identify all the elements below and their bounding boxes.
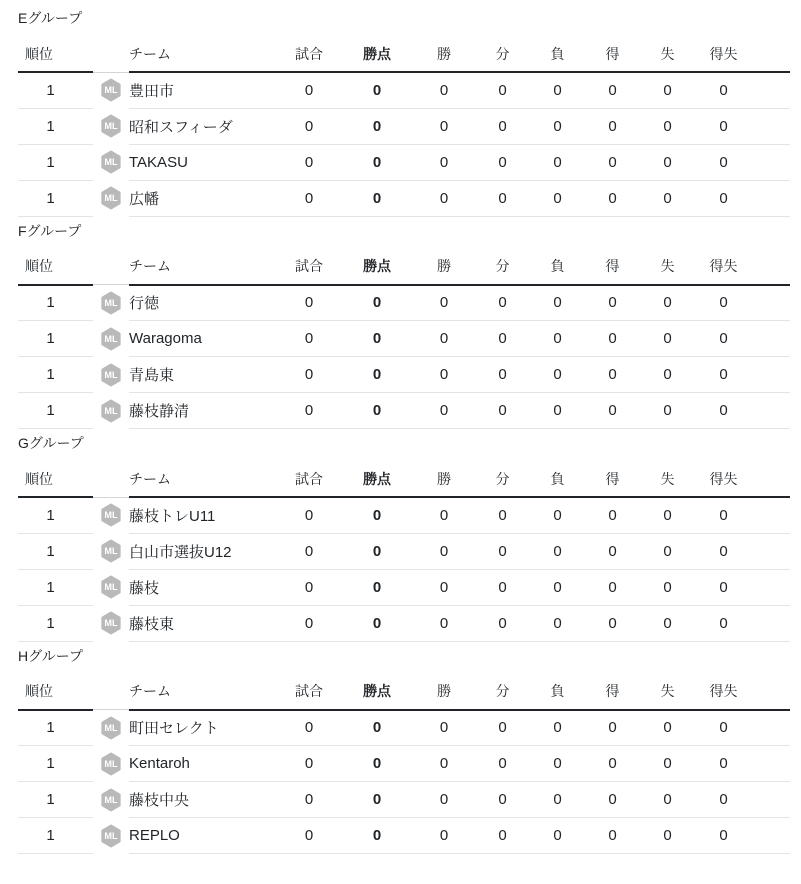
rank-cell: 1 (18, 818, 93, 854)
loss-cell: 0 (530, 569, 585, 605)
goals-against-cell: 0 (640, 746, 695, 782)
col-header-goals-for: 得 (585, 249, 640, 285)
header-row (18, 36, 790, 72)
rank-cell: 1 (18, 108, 93, 144)
team-logo-icon (100, 788, 122, 812)
goals-for-cell: 0 (585, 533, 640, 569)
draw-cell: 0 (475, 605, 530, 641)
goals-against-cell: 0 (640, 357, 695, 393)
goals-against-cell: 0 (640, 782, 695, 818)
loss-cell: 0 (530, 393, 585, 429)
table-row (18, 108, 790, 144)
points-cell: 0 (341, 533, 413, 569)
col-header-rank: 順位 (18, 674, 93, 710)
team-name: 藤枝 (129, 569, 277, 605)
goal-diff-cell: 0 (695, 746, 790, 782)
win-cell: 0 (413, 108, 475, 144)
win-cell: 0 (413, 393, 475, 429)
goals-for-cell: 0 (585, 72, 640, 108)
team-logo-letters: ML (104, 333, 118, 344)
team-logo-letters: ML (104, 193, 118, 204)
group-section-f (18, 221, 790, 430)
draw-cell: 0 (475, 393, 530, 429)
team-logo-letters: ML (104, 121, 118, 132)
team-name: 藤枝中央 (129, 782, 277, 818)
rank-cell: 1 (18, 569, 93, 605)
team-name: 青島東 (129, 357, 277, 393)
team-name: TAKASU (129, 144, 277, 180)
draw-cell: 0 (475, 710, 530, 746)
draw-cell: 0 (475, 569, 530, 605)
win-cell: 0 (413, 497, 475, 533)
team-logo-letters: ML (104, 157, 118, 168)
win-cell: 0 (413, 818, 475, 854)
team-logo-letters: ML (104, 405, 118, 416)
goals-for-cell: 0 (585, 818, 640, 854)
col-header-team: チーム (129, 461, 277, 497)
team-logo-cell (93, 321, 129, 357)
points-cell: 0 (341, 393, 413, 429)
col-header-goals-against: 失 (640, 36, 695, 72)
loss-cell: 0 (530, 108, 585, 144)
goals-for-cell: 0 (585, 710, 640, 746)
draw-cell: 0 (475, 746, 530, 782)
played-cell: 0 (277, 357, 341, 393)
goal-diff-cell: 0 (695, 605, 790, 641)
points-cell: 0 (341, 72, 413, 108)
win-cell: 0 (413, 710, 475, 746)
table-row (18, 782, 790, 818)
team-logo-letters: ML (104, 297, 118, 308)
goal-diff-cell: 0 (695, 818, 790, 854)
points-cell: 0 (341, 497, 413, 533)
points-cell: 0 (341, 357, 413, 393)
draw-cell: 0 (475, 180, 530, 216)
col-header-loss: 負 (530, 249, 585, 285)
team-logo-cell (93, 605, 129, 641)
team-logo-cell (93, 285, 129, 321)
win-cell: 0 (413, 746, 475, 782)
goal-diff-cell: 0 (695, 497, 790, 533)
rank-cell: 1 (18, 746, 93, 782)
win-cell: 0 (413, 321, 475, 357)
win-cell: 0 (413, 605, 475, 641)
table-row (18, 569, 790, 605)
draw-cell: 0 (475, 357, 530, 393)
team-name: 藤枝トレU11 (129, 497, 277, 533)
team-name: 行徳 (129, 285, 277, 321)
played-cell: 0 (277, 393, 341, 429)
win-cell: 0 (413, 569, 475, 605)
goals-for-cell: 0 (585, 144, 640, 180)
col-header-team: チーム (129, 249, 277, 285)
points-cell: 0 (341, 710, 413, 746)
points-cell: 0 (341, 569, 413, 605)
points-cell: 0 (341, 746, 413, 782)
rank-cell: 1 (18, 393, 93, 429)
col-header-goal-diff: 得失 (695, 36, 790, 72)
points-cell: 0 (341, 108, 413, 144)
goals-against-cell: 0 (640, 569, 695, 605)
col-header-draw: 分 (475, 461, 530, 497)
goals-for-cell: 0 (585, 605, 640, 641)
table-row (18, 818, 790, 854)
group-title: Gグループ (18, 435, 84, 451)
goals-against-cell: 0 (640, 180, 695, 216)
team-logo-cell (93, 108, 129, 144)
team-logo-icon (100, 78, 122, 102)
goals-against-cell: 0 (640, 710, 695, 746)
group-section-e (18, 8, 790, 217)
rank-cell: 1 (18, 533, 93, 569)
loss-cell: 0 (530, 710, 585, 746)
rank-cell: 1 (18, 321, 93, 357)
team-logo-cell (93, 357, 129, 393)
team-logo-icon (100, 327, 122, 351)
team-logo-icon (100, 186, 122, 210)
table-row (18, 605, 790, 641)
loss-cell: 0 (530, 180, 585, 216)
win-cell: 0 (413, 180, 475, 216)
team-logo-cell (93, 497, 129, 533)
col-header-win: 勝 (413, 674, 475, 710)
team-logo-letters: ML (104, 830, 118, 841)
col-header-draw: 分 (475, 674, 530, 710)
team-logo-cell (93, 818, 129, 854)
team-name: 昭和スフィーダ (129, 108, 277, 144)
team-name: 白山市選抜U12 (129, 533, 277, 569)
team-logo-icon (100, 114, 122, 138)
col-header-played: 試合 (277, 674, 341, 710)
goal-diff-cell: 0 (695, 285, 790, 321)
group-title: Eグループ (18, 10, 83, 26)
group-title: Fグループ (18, 222, 82, 239)
played-cell: 0 (277, 497, 341, 533)
team-logo-letters: ML (104, 758, 118, 769)
played-cell: 0 (277, 72, 341, 108)
loss-cell: 0 (530, 533, 585, 569)
table-row (18, 746, 790, 782)
header-row (18, 249, 790, 285)
group-section-g (18, 433, 790, 642)
played-cell: 0 (277, 144, 341, 180)
group-section-h (18, 646, 790, 855)
col-header-goals-for: 得 (585, 674, 640, 710)
played-cell: 0 (277, 180, 341, 216)
col-header-logo (93, 674, 129, 710)
goals-against-cell: 0 (640, 533, 695, 569)
team-logo-icon (100, 716, 122, 740)
team-name: Waragoma (129, 321, 277, 357)
team-logo-letters: ML (104, 582, 118, 593)
standings-table (18, 36, 790, 217)
goal-diff-cell: 0 (695, 72, 790, 108)
team-logo-icon (100, 363, 122, 387)
group-title: Hグループ (18, 647, 83, 664)
team-logo-letters: ML (104, 85, 118, 96)
standings-table (18, 249, 790, 430)
loss-cell: 0 (530, 321, 585, 357)
team-logo-cell (93, 746, 129, 782)
team-logo-letters: ML (104, 510, 118, 521)
win-cell: 0 (413, 72, 475, 108)
col-header-goals-against: 失 (640, 249, 695, 285)
draw-cell: 0 (475, 72, 530, 108)
standings-page (18, 8, 790, 854)
win-cell: 0 (413, 144, 475, 180)
header-row (18, 461, 790, 497)
goals-against-cell: 0 (640, 321, 695, 357)
goals-against-cell: 0 (640, 393, 695, 429)
col-header-points: 勝点 (341, 36, 413, 72)
col-header-win: 勝 (413, 249, 475, 285)
team-logo-icon (100, 503, 122, 527)
team-logo-icon (100, 150, 122, 174)
team-logo-letters: ML (104, 618, 118, 629)
win-cell: 0 (413, 533, 475, 569)
win-cell: 0 (413, 782, 475, 818)
points-cell: 0 (341, 818, 413, 854)
col-header-rank: 順位 (18, 249, 93, 285)
goals-against-cell: 0 (640, 605, 695, 641)
team-name: 豊田市 (129, 72, 277, 108)
team-logo-cell (93, 393, 129, 429)
played-cell: 0 (277, 569, 341, 605)
goal-diff-cell: 0 (695, 569, 790, 605)
rank-cell: 1 (18, 605, 93, 641)
goal-diff-cell: 0 (695, 357, 790, 393)
table-row (18, 321, 790, 357)
team-name: REPLO (129, 818, 277, 854)
loss-cell: 0 (530, 72, 585, 108)
col-header-goals-against: 失 (640, 461, 695, 497)
header-row (18, 674, 790, 710)
col-header-loss: 負 (530, 461, 585, 497)
goals-for-cell: 0 (585, 782, 640, 818)
win-cell: 0 (413, 357, 475, 393)
team-name: Kentaroh (129, 746, 277, 782)
draw-cell: 0 (475, 818, 530, 854)
table-row (18, 144, 790, 180)
col-header-loss: 負 (530, 36, 585, 72)
table-row (18, 180, 790, 216)
goal-diff-cell: 0 (695, 180, 790, 216)
played-cell: 0 (277, 108, 341, 144)
table-row (18, 533, 790, 569)
col-header-points: 勝点 (341, 249, 413, 285)
team-logo-cell (93, 569, 129, 605)
draw-cell: 0 (475, 782, 530, 818)
col-header-draw: 分 (475, 36, 530, 72)
team-name: 広幡 (129, 180, 277, 216)
rank-cell: 1 (18, 782, 93, 818)
goals-against-cell: 0 (640, 144, 695, 180)
played-cell: 0 (277, 782, 341, 818)
goals-for-cell: 0 (585, 393, 640, 429)
team-logo-letters: ML (104, 722, 118, 733)
goal-diff-cell: 0 (695, 321, 790, 357)
goal-diff-cell: 0 (695, 710, 790, 746)
goals-against-cell: 0 (640, 72, 695, 108)
team-logo-letters: ML (104, 369, 118, 380)
played-cell: 0 (277, 533, 341, 569)
standings-table (18, 674, 790, 855)
col-header-draw: 分 (475, 249, 530, 285)
draw-cell: 0 (475, 321, 530, 357)
loss-cell: 0 (530, 605, 585, 641)
points-cell: 0 (341, 285, 413, 321)
loss-cell: 0 (530, 144, 585, 180)
team-logo-icon (100, 539, 122, 563)
rank-cell: 1 (18, 180, 93, 216)
goals-against-cell: 0 (640, 497, 695, 533)
table-row (18, 393, 790, 429)
rank-cell: 1 (18, 710, 93, 746)
rank-cell: 1 (18, 357, 93, 393)
team-name: 町田セレクト (129, 710, 277, 746)
col-header-team: チーム (129, 674, 277, 710)
goal-diff-cell: 0 (695, 782, 790, 818)
team-logo-cell (93, 72, 129, 108)
played-cell: 0 (277, 746, 341, 782)
goal-diff-cell: 0 (695, 144, 790, 180)
team-name: 藤枝静清 (129, 393, 277, 429)
rank-cell: 1 (18, 285, 93, 321)
col-header-win: 勝 (413, 36, 475, 72)
goals-for-cell: 0 (585, 108, 640, 144)
team-logo-icon (100, 824, 122, 848)
goals-against-cell: 0 (640, 285, 695, 321)
goal-diff-cell: 0 (695, 108, 790, 144)
col-header-logo (93, 36, 129, 72)
team-logo-letters: ML (104, 794, 118, 805)
col-header-goals-for: 得 (585, 461, 640, 497)
team-logo-cell (93, 180, 129, 216)
team-logo-icon (100, 291, 122, 315)
goals-for-cell: 0 (585, 746, 640, 782)
col-header-rank: 順位 (18, 36, 93, 72)
points-cell: 0 (341, 782, 413, 818)
standings-table (18, 461, 790, 642)
col-header-played: 試合 (277, 461, 341, 497)
rank-cell: 1 (18, 72, 93, 108)
rank-cell: 1 (18, 144, 93, 180)
loss-cell: 0 (530, 357, 585, 393)
goals-against-cell: 0 (640, 818, 695, 854)
col-header-played: 試合 (277, 36, 341, 72)
draw-cell: 0 (475, 108, 530, 144)
table-row (18, 357, 790, 393)
table-row (18, 710, 790, 746)
team-logo-cell (93, 710, 129, 746)
goals-against-cell: 0 (640, 108, 695, 144)
loss-cell: 0 (530, 818, 585, 854)
col-header-points: 勝点 (341, 461, 413, 497)
goals-for-cell: 0 (585, 180, 640, 216)
goals-for-cell: 0 (585, 569, 640, 605)
table-row (18, 285, 790, 321)
team-logo-icon (100, 575, 122, 599)
col-header-rank: 順位 (18, 461, 93, 497)
goals-for-cell: 0 (585, 285, 640, 321)
col-header-goals-against: 失 (640, 674, 695, 710)
team-logo-cell (93, 144, 129, 180)
goals-for-cell: 0 (585, 321, 640, 357)
col-header-goals-for: 得 (585, 36, 640, 72)
draw-cell: 0 (475, 497, 530, 533)
team-logo-cell (93, 782, 129, 818)
draw-cell: 0 (475, 144, 530, 180)
col-header-logo (93, 461, 129, 497)
team-logo-icon (100, 752, 122, 776)
loss-cell: 0 (530, 746, 585, 782)
played-cell: 0 (277, 710, 341, 746)
draw-cell: 0 (475, 285, 530, 321)
col-header-team: チーム (129, 36, 277, 72)
col-header-logo (93, 249, 129, 285)
loss-cell: 0 (530, 285, 585, 321)
points-cell: 0 (341, 321, 413, 357)
col-header-goal-diff: 得失 (695, 674, 790, 710)
col-header-played: 試合 (277, 249, 341, 285)
played-cell: 0 (277, 285, 341, 321)
goals-for-cell: 0 (585, 497, 640, 533)
loss-cell: 0 (530, 782, 585, 818)
table-row (18, 72, 790, 108)
goal-diff-cell: 0 (695, 533, 790, 569)
points-cell: 0 (341, 144, 413, 180)
col-header-goal-diff: 得失 (695, 461, 790, 497)
points-cell: 0 (341, 180, 413, 216)
team-logo-letters: ML (104, 546, 118, 557)
team-logo-icon (100, 399, 122, 423)
draw-cell: 0 (475, 533, 530, 569)
loss-cell: 0 (530, 497, 585, 533)
points-cell: 0 (341, 605, 413, 641)
col-header-points: 勝点 (341, 674, 413, 710)
rank-cell: 1 (18, 497, 93, 533)
table-row (18, 497, 790, 533)
win-cell: 0 (413, 285, 475, 321)
goals-for-cell: 0 (585, 357, 640, 393)
played-cell: 0 (277, 605, 341, 641)
goal-diff-cell: 0 (695, 393, 790, 429)
team-name: 藤枝東 (129, 605, 277, 641)
team-logo-cell (93, 533, 129, 569)
col-header-goal-diff: 得失 (695, 249, 790, 285)
played-cell: 0 (277, 321, 341, 357)
played-cell: 0 (277, 818, 341, 854)
col-header-win: 勝 (413, 461, 475, 497)
team-logo-icon (100, 611, 122, 635)
col-header-loss: 負 (530, 674, 585, 710)
